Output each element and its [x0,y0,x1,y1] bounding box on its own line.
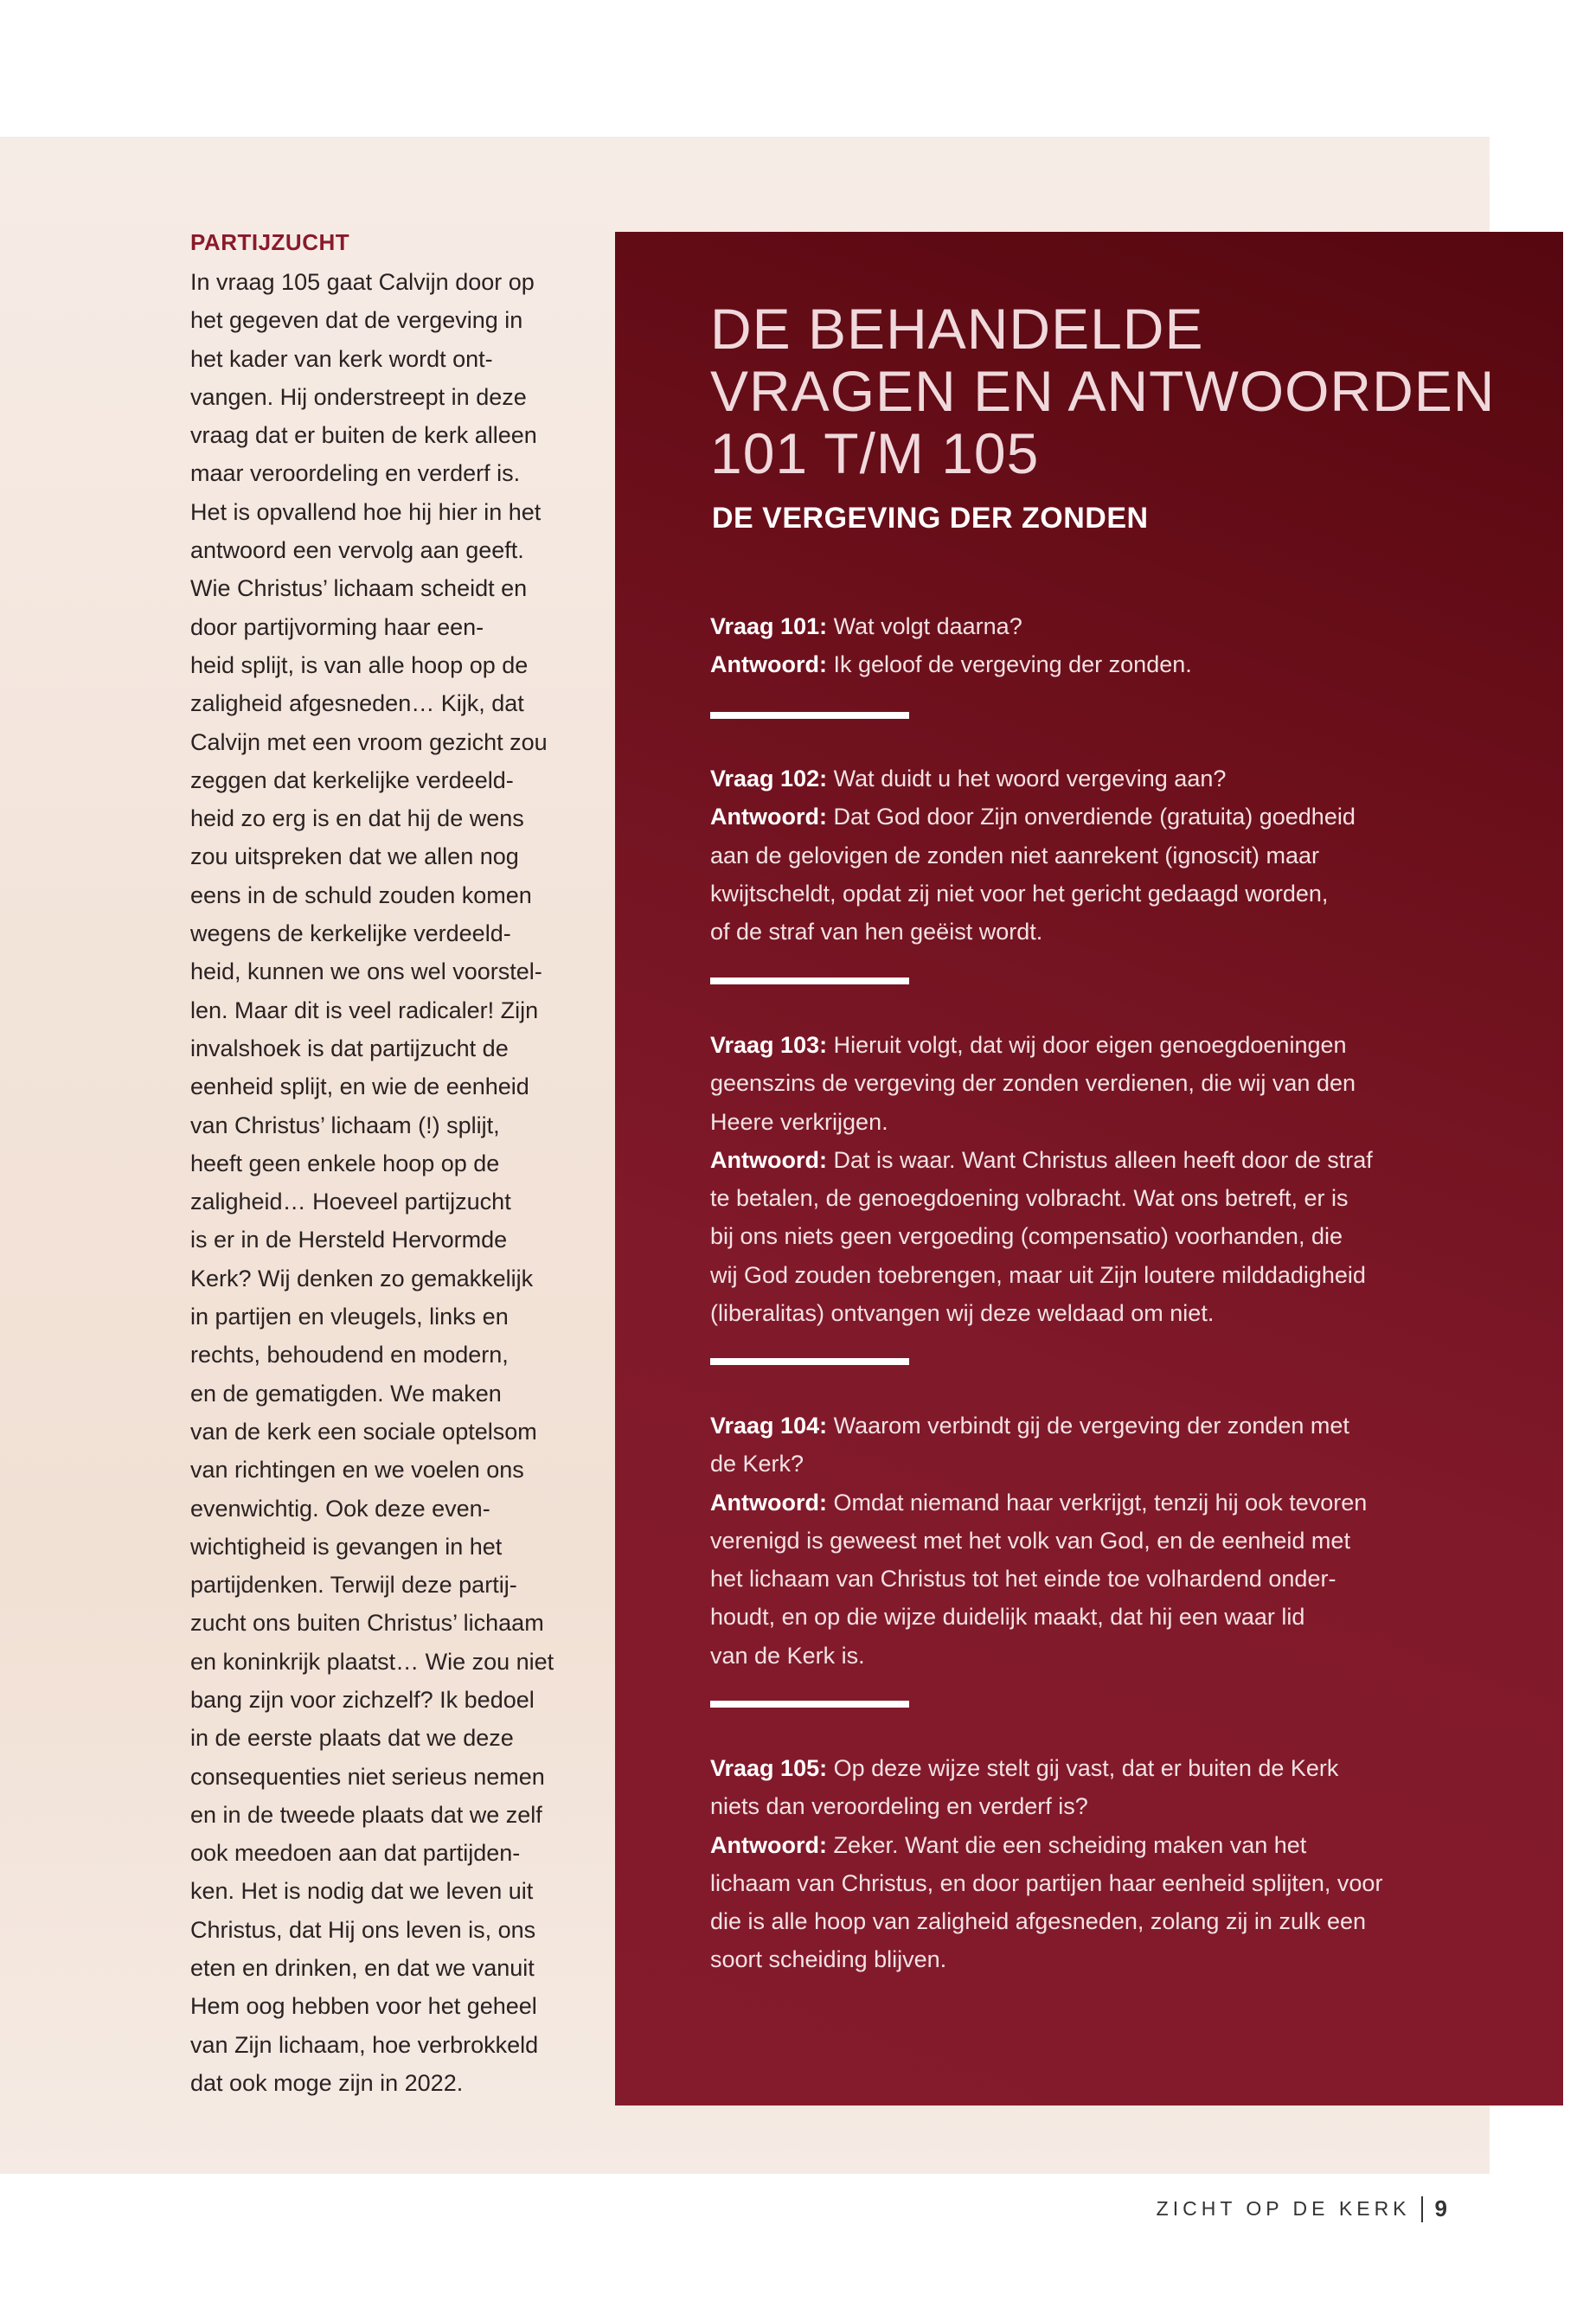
answer-line: die is alle hoop van zaligheid afgesneden, zolang zij in zulk een [710,1908,1367,1935]
article-line: bang zijn voor zichzelf? Ik bedoel [190,1686,535,1713]
question-text: Wat duidt u het woord vergeving aan? [827,766,1227,792]
publication-name: ZICHT OP DE KERK [1156,2197,1411,2220]
article-line: zeggen dat kerkelijke verdeeld- [190,766,514,793]
qa-block-105 [710,1749,1489,1979]
answer-label: Antwoord: [710,651,827,678]
answer-label: Antwoord: [710,804,827,830]
answer-line [710,798,1489,836]
article-line: het gegeven dat de vergeving in [190,307,523,334]
article-line: rechts, behoudend en modern, [190,1342,509,1368]
article-line: zou uitspreken dat we allen nog [190,843,519,870]
section-divider [710,712,909,719]
article-line: ken. Het is nodig dat we leven uit [190,1878,534,1905]
article-line: Calvijn met een vroom gezicht zou [190,728,548,755]
article-line: eens in de schuld zouden komen [190,881,532,908]
article-line: Hem oog hebben voor het geheel [190,1993,537,2020]
article-line: Het is opvallend hoe hij hier in het [190,498,542,525]
question-label: Vraag 104: [710,1413,828,1439]
article-line: len. Maar dit is veel radicaler! Zijn [190,997,539,1023]
article-line: wichtigheid is gevangen in het [190,1533,503,1560]
question-line [710,760,1489,798]
left-column-article [190,227,588,2102]
article-line: zucht ons buiten Christus’ lichaam [190,1610,544,1637]
question-line [710,607,1489,645]
article-line: invalshoek is dat partijzucht de [190,1035,509,1061]
section-divider [710,1701,909,1708]
article-line: evenwichtig. Ook deze even- [190,1495,490,1522]
article-line: in de eerste plaats dat we deze [190,1725,514,1752]
qa-block-102 [710,760,1489,951]
article-line: het kader van kerk wordt ont- [190,345,493,372]
article-line: wegens de kerkelijke verdeeld- [190,920,511,947]
qa-block-101 [710,607,1489,684]
article-line: heid splijt, is van alle hoop op de [190,651,529,678]
article-line: antwoord een vervolg aan geeft. [190,537,524,564]
page-footer [1157,2195,1447,2222]
answer-line: houdt, en op die wijze duidelijk maakt, dat hij een waar lid [710,1604,1305,1631]
article-line: van Christus’ lichaam (!) splijt, [190,1112,500,1138]
article-line: vraag dat er buiten de kerk alleen [190,422,537,449]
answer-line [710,645,1489,683]
qa-panel [615,232,1563,2106]
question-text: Hieruit volgt, dat wij door eigen genoegdoeningen [827,1032,1347,1058]
footer-separator [1421,2196,1423,2222]
qa-block-104 [710,1407,1489,1675]
answer-label: Antwoord: [710,1831,827,1858]
answer-text: Ik geloof de vergeving der zonden. [826,651,1192,678]
article-line: door partijvorming haar een- [190,613,484,640]
answer-line: verenigd is geweest met het volk van God, en de eenheid met [710,1527,1350,1554]
panel-title-line: 101 T/M 105 [710,421,1040,485]
article-body [190,263,588,2102]
answer-line: (liberalitas) ontvangen wij deze weldaad om niet. [710,1300,1215,1327]
answer-text: Zeker. Want die een scheiding maken van het [826,1831,1307,1858]
article-line: Christus, dat Hij ons leven is, ons [190,1916,536,1943]
answer-label: Antwoord: [710,1146,827,1173]
answer-line: soort scheiding blijven. [710,1946,947,1973]
question-line: Heere verkrijgen. [710,1108,888,1135]
article-line: heid, kunnen we ons wel voorstel- [190,958,542,985]
article-line: Kerk? Wij denken zo gemakkelijk [190,1265,534,1292]
question-line: niets dan veroordeling en verderf is? [710,1793,1088,1820]
answer-line: lichaam van Christus, en door partijen haar eenheid splijten, voor [710,1869,1383,1896]
article-line: en koninkrijk plaatst… Wie zou niet [190,1648,554,1675]
article-line: eenheid splijt, en wie de eenheid [190,1074,529,1100]
answer-line: of de straf van hen geëist wordt. [710,919,1043,945]
answer-line [710,1484,1489,1522]
answer-text: Omdat niemand haar verkrijgt, tenzij hij ook tevoren [826,1489,1368,1516]
answer-line: wij God zouden toebrengen, maar uit Zijn loutere milddadigheid [710,1261,1366,1288]
panel-title-line: VRAGEN EN ANTWOORDEN [710,359,1496,423]
article-line: vangen. Hij onderstreept in deze [190,383,527,410]
question-label: Vraag 101: [710,613,828,639]
answer-line: aan de gelovigen de zonden niet aanrekent (ignoscit) maar [710,842,1319,868]
article-line: dat ook moge zijn in 2022. [190,2069,464,2096]
question-label: Vraag 103: [710,1032,828,1058]
question-text: Wat volgt daarna? [827,613,1022,639]
qa-block-103 [710,1026,1489,1332]
section-heading: PARTIJZUCHT [190,229,350,255]
question-line: de Kerk? [710,1451,804,1477]
article-line: partijdenken. Terwijl deze partij- [190,1572,517,1599]
article-line: is er in de Hersteld Hervormde [190,1227,508,1253]
question-line [710,1407,1489,1445]
article-line: van richtingen en we voelen ons [190,1457,524,1484]
article-line: en in de tweede plaats dat we zelf [190,1801,542,1828]
answer-line: van de Kerk is. [710,1642,865,1669]
question-label: Vraag 102: [710,766,828,792]
question-line: geenszins de vergeving der zonden verdienen, die wij van den [710,1070,1356,1097]
section-divider [710,977,909,984]
question-line [710,1749,1489,1787]
panel-title-line: DE BEHANDELDE [710,297,1204,361]
article-line: eten en drinken, en dat we vanuit [190,1955,535,1982]
article-line: van de kerk een sociale optelsom [190,1418,537,1445]
article-line: ook meedoen aan dat partijden- [190,1840,521,1867]
section-divider [710,1358,909,1365]
answer-text: Dat is waar. Want Christus alleen heeft door de straf [826,1146,1373,1173]
article-line: In vraag 105 gaat Calvijn door op [190,269,535,295]
panel-subtitle: DE VERGEVING DER ZONDEN [712,502,1149,535]
page-number: 9 [1434,2195,1447,2221]
article-line: consequenties niet serieus nemen [190,1763,545,1790]
article-line: heeft geen enkele hoop op de [190,1150,500,1176]
article-line: heid zo erg is en dat hij de wens [190,805,524,832]
answer-line: kwijtscheldt, opdat zij niet voor het gericht gedaagd worden, [710,880,1329,907]
article-line: en de gematigden. We maken [190,1380,502,1407]
article-line: maar veroordeling en verderf is. [190,460,521,487]
question-text: Op deze wijze stelt gij vast, dat er buiten de Kerk [827,1755,1339,1781]
answer-line: bij ons niets geen vergoeding (compensatio) voorhanden, die [710,1223,1343,1250]
article-line: zaligheid… Hoeveel partijzucht [190,1189,511,1215]
article-line: Wie Christus’ lichaam scheidt en [190,575,528,602]
article-line: zaligheid afgesneden… Kijk, dat [190,690,524,717]
answer-line [710,1826,1489,1864]
article-line: in partijen en vleugels, links en [190,1304,509,1330]
answer-line: het lichaam van Christus tot het einde toe volhardend onder- [710,1566,1336,1593]
answer-line: te betalen, de genoegdoening volbracht. Wat ons betreft, er is [710,1185,1349,1212]
answer-text: Dat God door Zijn onverdiende (gratuita) goedheid [826,804,1356,830]
panel-title [710,298,1541,484]
question-line [710,1026,1489,1064]
question-text: Waarom verbindt gij de vergeving der zonden met [827,1413,1349,1439]
answer-label: Antwoord: [710,1489,827,1516]
question-label: Vraag 105: [710,1755,828,1781]
article-line: van Zijn lichaam, hoe verbrokkeld [190,2031,539,2058]
answer-line [710,1141,1489,1179]
